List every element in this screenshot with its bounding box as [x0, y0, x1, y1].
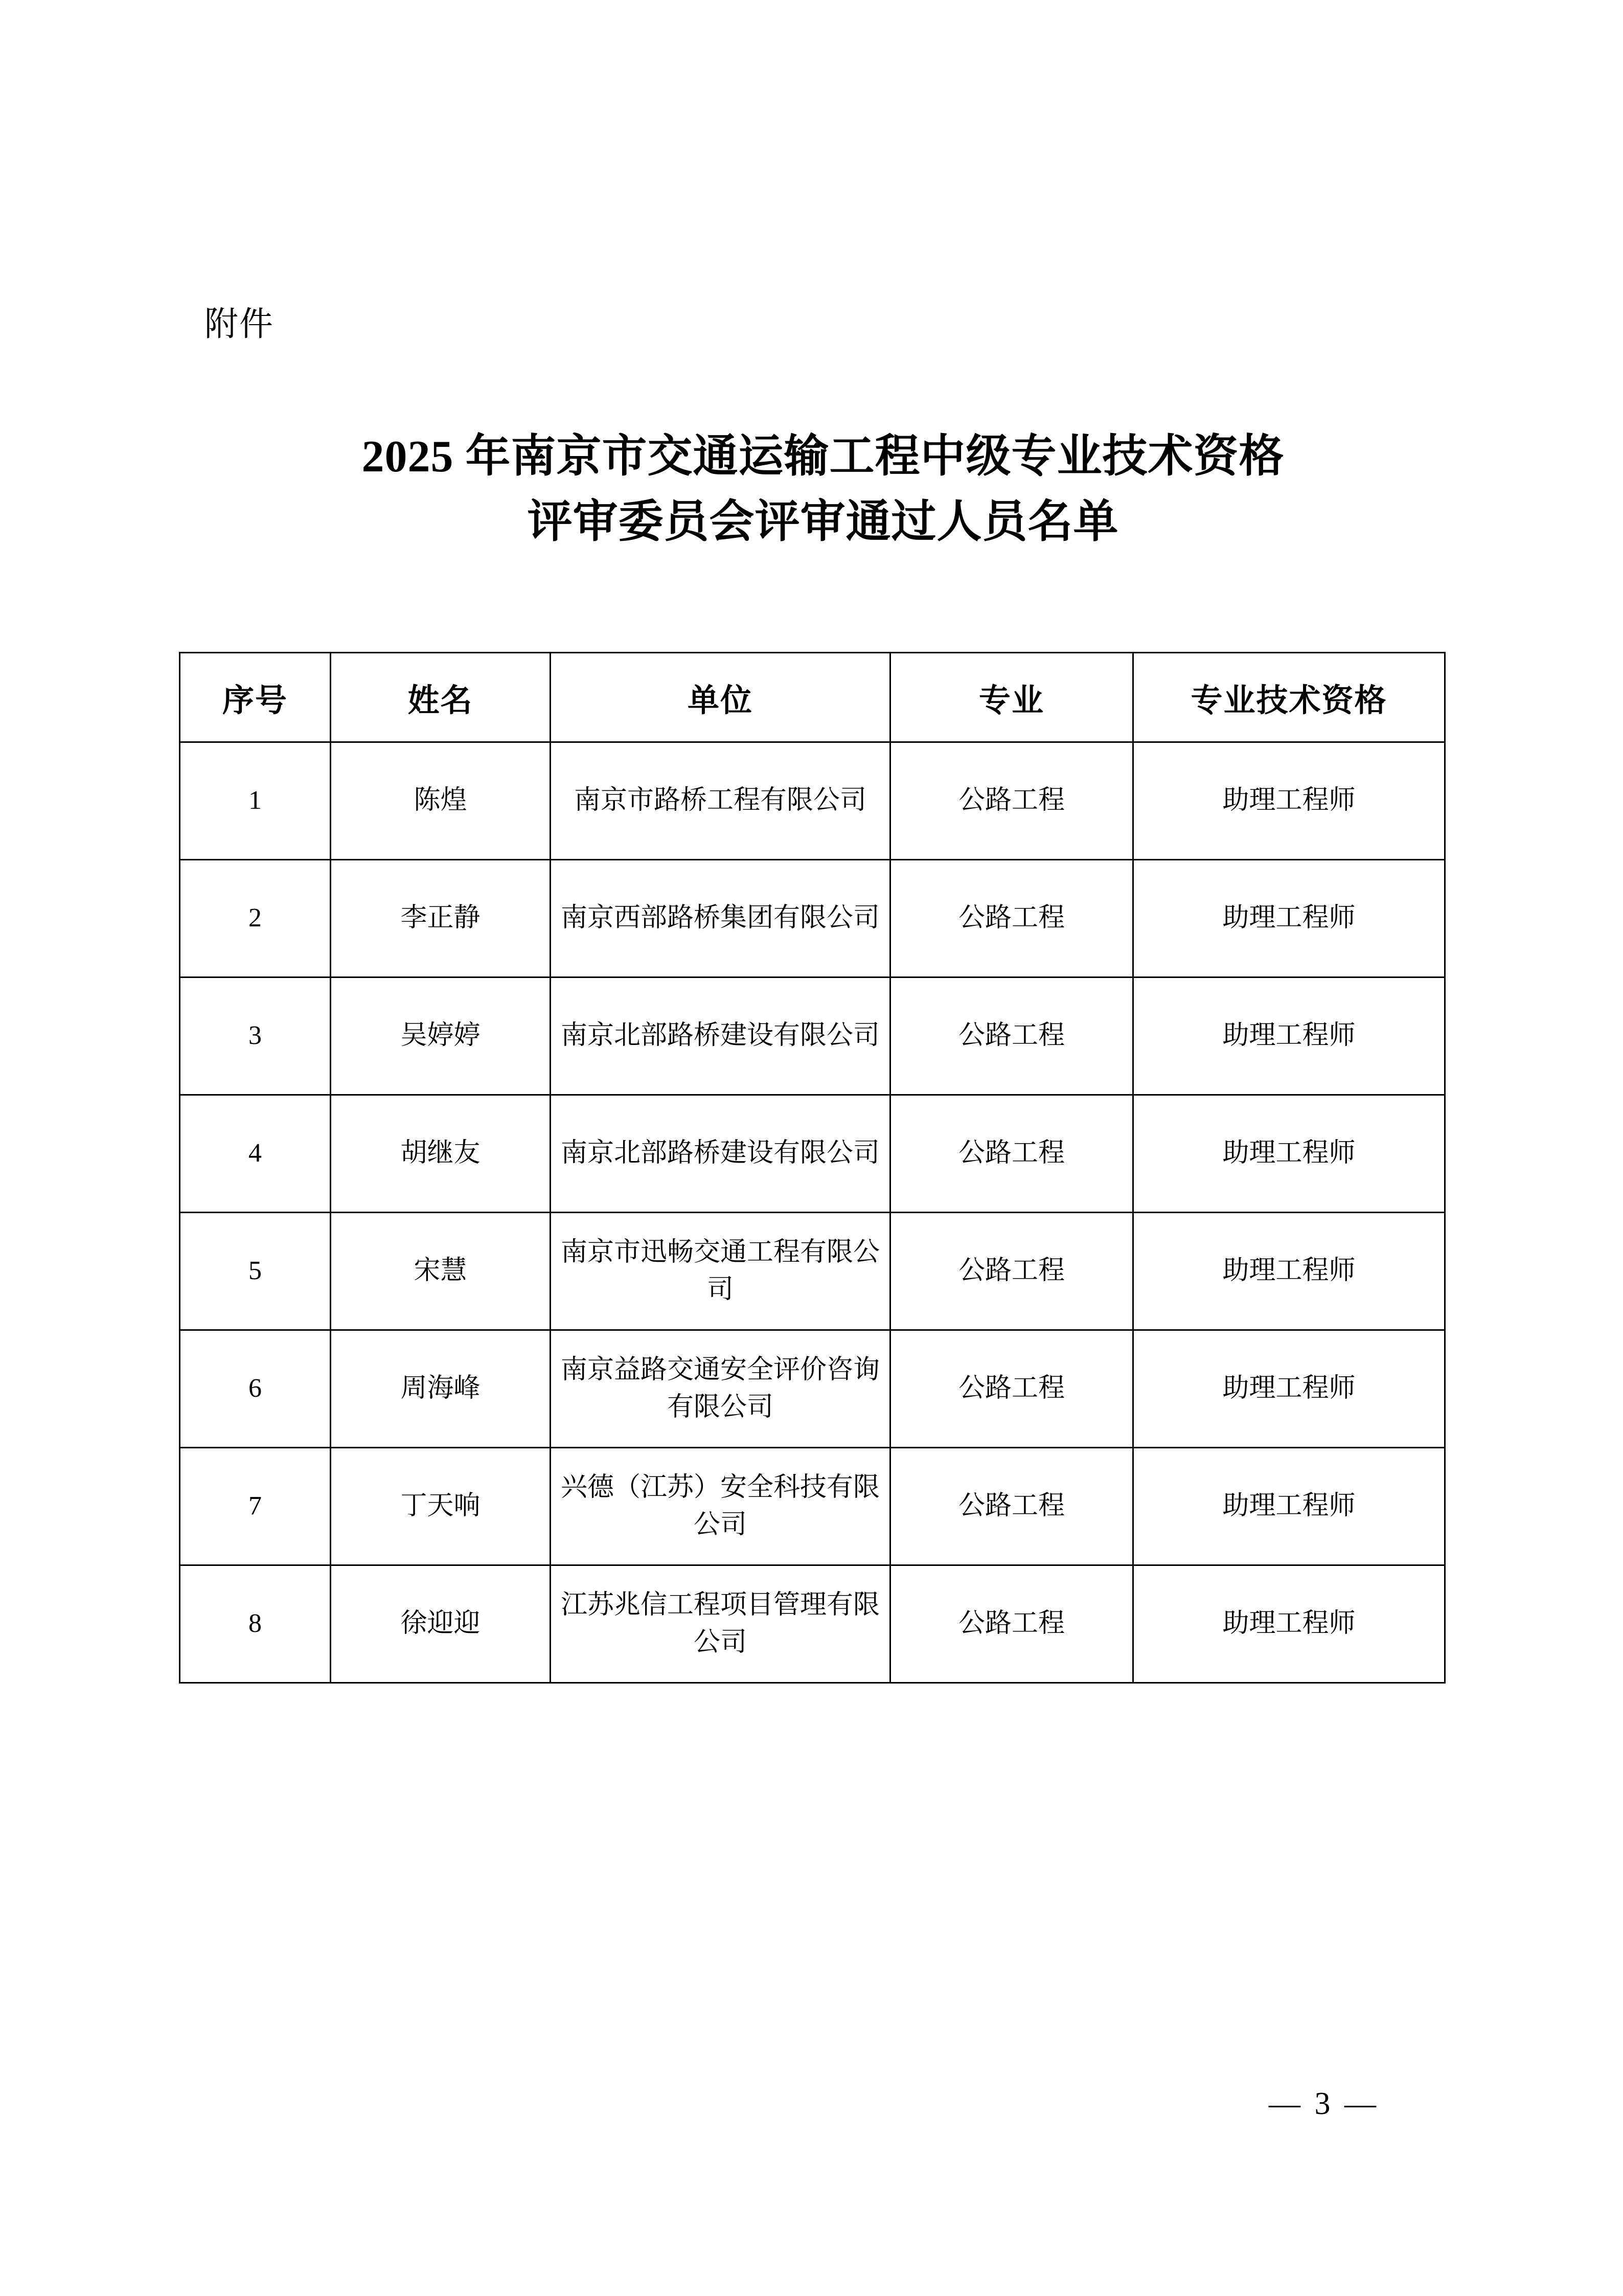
cell-qualification: 助理工程师 — [1133, 860, 1445, 977]
table-header-row — [180, 653, 1445, 742]
roster-table — [179, 652, 1446, 1684]
table-row — [180, 1565, 1445, 1683]
cell-name: 胡继友 — [331, 1095, 551, 1213]
cell-unit: 南京市路桥工程有限公司 — [551, 742, 890, 860]
cell-major: 公路工程 — [890, 742, 1133, 860]
cell-name: 陈煌 — [331, 742, 551, 860]
table-row — [180, 1330, 1445, 1448]
table-row — [180, 977, 1445, 1095]
cell-major: 公路工程 — [890, 1565, 1133, 1683]
cell-major: 公路工程 — [890, 1330, 1133, 1448]
cell-major: 公路工程 — [890, 977, 1133, 1095]
cell-unit: 南京北部路桥建设有限公司 — [551, 1095, 890, 1213]
cell-unit: 南京西部路桥集团有限公司 — [551, 860, 890, 977]
table-row — [180, 1213, 1445, 1330]
cell-unit: 南京北部路桥建设有限公司 — [551, 977, 890, 1095]
page-number: — 3 — — [1269, 2086, 1379, 2121]
cell-index: 7 — [180, 1448, 331, 1565]
cell-qualification: 助理工程师 — [1133, 977, 1445, 1095]
table-row — [180, 1448, 1445, 1565]
cell-major: 公路工程 — [890, 1213, 1133, 1330]
column-header-major: 专业 — [890, 653, 1133, 742]
column-header-qualification: 专业技术资格 — [1133, 653, 1445, 742]
cell-unit: 兴德（江苏）安全科技有限公司 — [551, 1448, 890, 1565]
cell-unit: 南京市迅畅交通工程有限公司 — [551, 1213, 890, 1330]
column-header-unit: 单位 — [551, 653, 890, 742]
cell-major: 公路工程 — [890, 860, 1133, 977]
cell-name: 吴婷婷 — [331, 977, 551, 1095]
cell-index: 4 — [180, 1095, 331, 1213]
page-title-line-1: 2025 年南京市交通运输工程中级专业技术资格 — [361, 432, 1285, 482]
cell-index: 2 — [180, 860, 331, 977]
cell-name: 李正静 — [331, 860, 551, 977]
table-row — [180, 742, 1445, 860]
cell-qualification: 助理工程师 — [1133, 1095, 1445, 1213]
cell-index: 3 — [180, 977, 331, 1095]
table-row — [180, 860, 1445, 977]
cell-qualification: 助理工程师 — [1133, 1213, 1445, 1330]
cell-name: 徐迎迎 — [331, 1565, 551, 1683]
column-header-index: 序号 — [180, 653, 331, 742]
cell-index: 8 — [180, 1565, 331, 1683]
cell-unit: 江苏兆信工程项目管理有限公司 — [551, 1565, 890, 1683]
page-title-line-2: 评审委员会评审通过人员名单 — [527, 497, 1119, 547]
page-title — [204, 424, 1442, 555]
attachment-label: 附件 — [204, 305, 274, 343]
cell-major: 公路工程 — [890, 1095, 1133, 1213]
cell-qualification: 助理工程师 — [1133, 742, 1445, 860]
cell-qualification: 助理工程师 — [1133, 1330, 1445, 1448]
cell-name: 丁天响 — [331, 1448, 551, 1565]
cell-qualification: 助理工程师 — [1133, 1448, 1445, 1565]
cell-index: 1 — [180, 742, 331, 860]
cell-index: 5 — [180, 1213, 331, 1330]
cell-index: 6 — [180, 1330, 331, 1448]
column-header-name: 姓名 — [331, 653, 551, 742]
cell-qualification: 助理工程师 — [1133, 1565, 1445, 1683]
cell-name: 宋慧 — [331, 1213, 551, 1330]
cell-unit: 南京益路交通安全评价咨询有限公司 — [551, 1330, 890, 1448]
table-row — [180, 1095, 1445, 1213]
cell-name: 周海峰 — [331, 1330, 551, 1448]
cell-major: 公路工程 — [890, 1448, 1133, 1565]
